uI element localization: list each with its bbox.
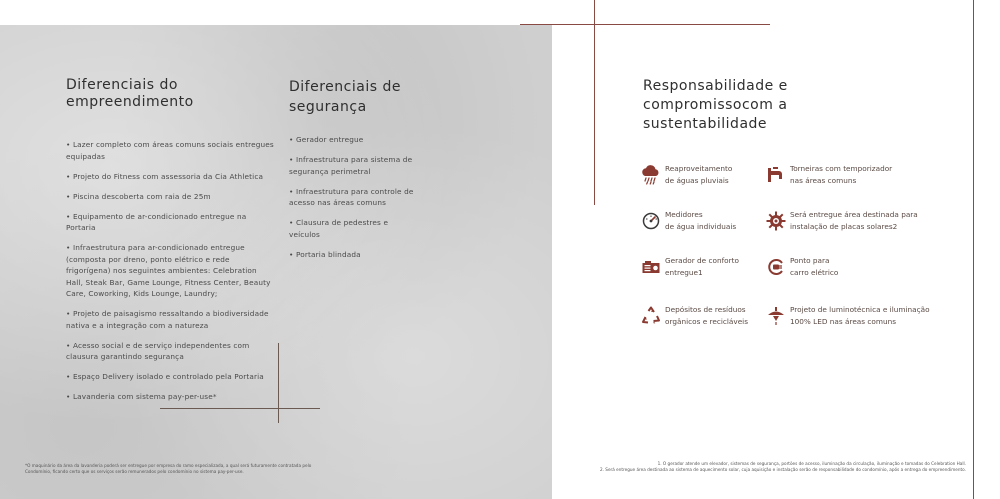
- decorative-vertical-line: [278, 343, 279, 423]
- list-item: • Gerador entregue: [289, 134, 419, 146]
- feature-placas-solares: [765, 209, 930, 232]
- section-title-seguranca: Diferenciais de segurança: [289, 79, 401, 115]
- feature-iluminacao-led: [765, 304, 930, 327]
- lavanderia-footnote: *O maquinário da área da lavanderia poderá ser entregue por empresa do ramo especializada, a qual será futuramente contratada pelo Condomínio, ficando certo que os serviços serão remunerados pelo condomínio no sistema pay-per-use.: [25, 463, 312, 474]
- feature-text: Ponto para carro elétrico: [790, 256, 839, 277]
- decorative-top-vertical-line: [594, 0, 595, 205]
- recycle-icon: [640, 305, 662, 327]
- generator-icon: [640, 256, 662, 278]
- feature-carro-eletrico: [765, 255, 930, 278]
- feature-text: Gerador de conforto entregue1: [665, 256, 739, 277]
- lamp-icon: [765, 305, 787, 327]
- footnote-2: 2. Será entregue área destinada ao sistema de aquecimento solar, cuja aquisição e instalação serão de responsabilidade do condomínio, após a entrega do empreendimento.: [599, 467, 966, 472]
- feature-text: Depósitos de resíduos orgânicos e recicláveis: [665, 305, 749, 326]
- list-item: • Espaço Delivery isolado e controlado pela Portaria: [66, 371, 276, 383]
- section-title-empreendimento: Diferenciais do empreendimento: [66, 77, 194, 110]
- seguranca-list: [289, 134, 419, 269]
- feature-text: Medidores de água individuais: [665, 210, 737, 231]
- empreendimento-list: [66, 139, 276, 411]
- list-item: • Equipamento de ar-condicionado entregue na Portaria: [66, 211, 276, 234]
- feature-text: Torneiras com temporizador nas áreas comuns: [790, 164, 893, 185]
- list-item: • Clausura de pedestres e veículos: [289, 217, 419, 240]
- decorative-horizontal-line: [160, 408, 320, 409]
- right-border-line: [973, 0, 974, 499]
- solar-gear-icon: [765, 210, 787, 232]
- feature-text: Reaproveitamento de águas pluviais: [665, 164, 733, 185]
- list-item: • Lavanderia com sistema pay-per-use*: [66, 391, 276, 403]
- list-item: • Projeto do Fitness com assessoria da Cia Athletica: [66, 171, 276, 183]
- footnote-1: 1. O gerador atende um elevador, sistemas de segurança, portões de acesso, iluminação da circulação, iluminação e tomadas do Celebration Hall.: [657, 461, 966, 466]
- feature-torneiras: [765, 163, 930, 186]
- rain-cloud-icon: [640, 164, 662, 186]
- list-item: • Infraestrutura para sistema de segurança perimetral: [289, 154, 419, 177]
- list-item: • Infraestrutura para controle de acesso nas áreas comuns: [289, 186, 419, 209]
- list-item: • Projeto de paisagismo ressaltando a biodiversidade nativa e a integração com a natureza: [66, 308, 276, 331]
- sustentabilidade-footnotes: [580, 461, 966, 473]
- charging-plug-icon: [765, 256, 787, 278]
- decorative-top-line: [520, 24, 770, 25]
- list-item: • Acesso social e de serviço independentes com clausura garantindo segurança: [66, 340, 276, 363]
- list-item: • Portaria blindada: [289, 249, 419, 261]
- feature-text: Projeto de luminotécnica e iluminação 100% LED nas áreas comuns: [790, 305, 930, 326]
- sustentabilidade-title: Responsabilidade e compromissocom a sustentabilidade: [643, 78, 788, 132]
- list-item: • Lazer completo com áreas comuns sociais entregues equipadas: [66, 139, 276, 162]
- list-item: • Infraestrutura para ar-condicionado entregue (composta por dreno, ponto elétrico e rede frigorígena) nos seguintes ambientes: Celebration Hall, Steak Bar, Game Lounge, Fitness Center, Beauty Care, Coworking, Kids Lounge, Laundry;: [66, 242, 276, 300]
- feature-text: Será entregue área destinada para instalação de placas solares2: [790, 210, 918, 231]
- faucet-icon: [765, 164, 787, 186]
- meter-icon: [640, 210, 662, 232]
- list-item: • Piscina descoberta com raia de 25m: [66, 191, 276, 203]
